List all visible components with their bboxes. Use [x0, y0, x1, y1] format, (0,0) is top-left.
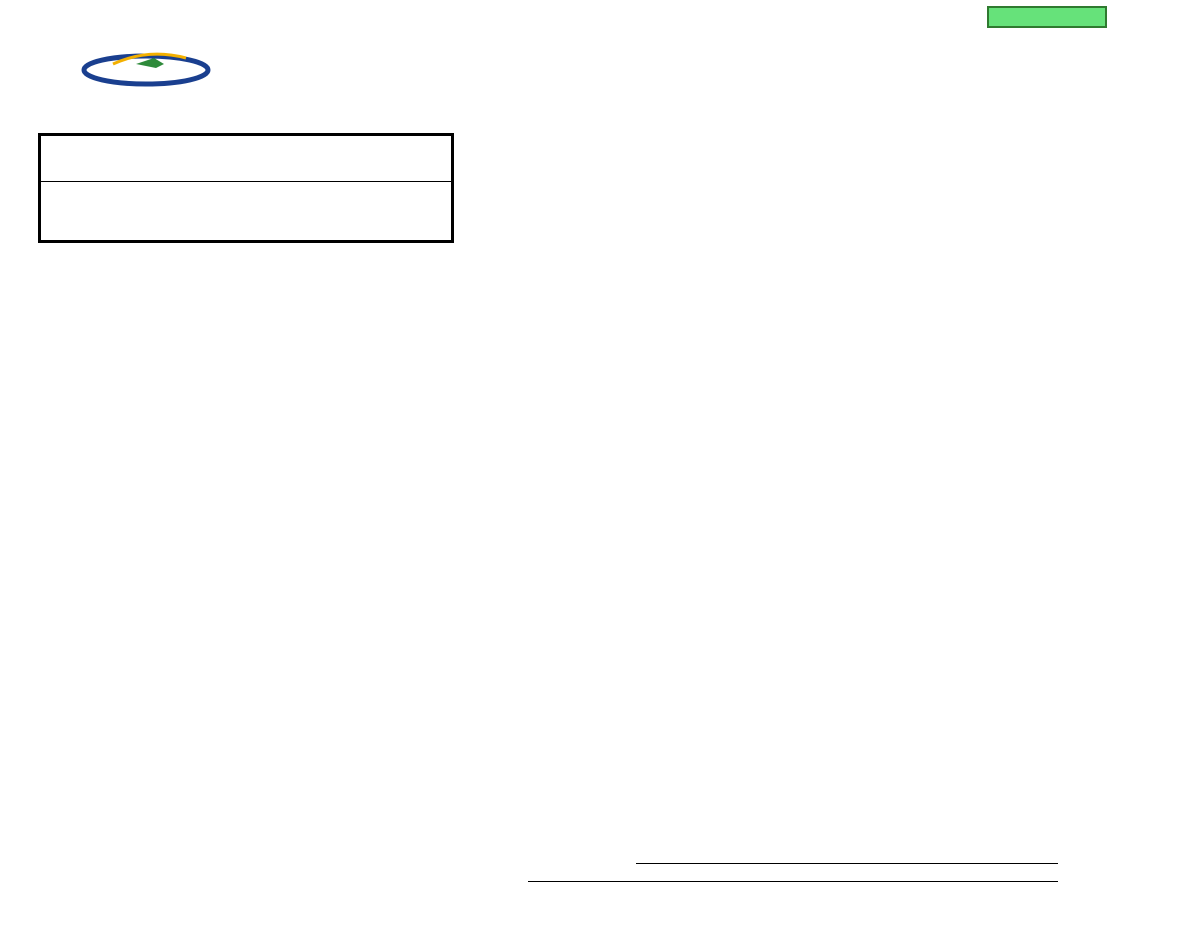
fechas: [456, 168, 475, 181]
infotep-logo: [58, 50, 228, 110]
course-name-box: [38, 133, 454, 243]
print-button[interactable]: [987, 6, 1107, 28]
observaciones-line-2: [528, 881, 1058, 882]
observaciones-line-1: [636, 863, 1058, 864]
